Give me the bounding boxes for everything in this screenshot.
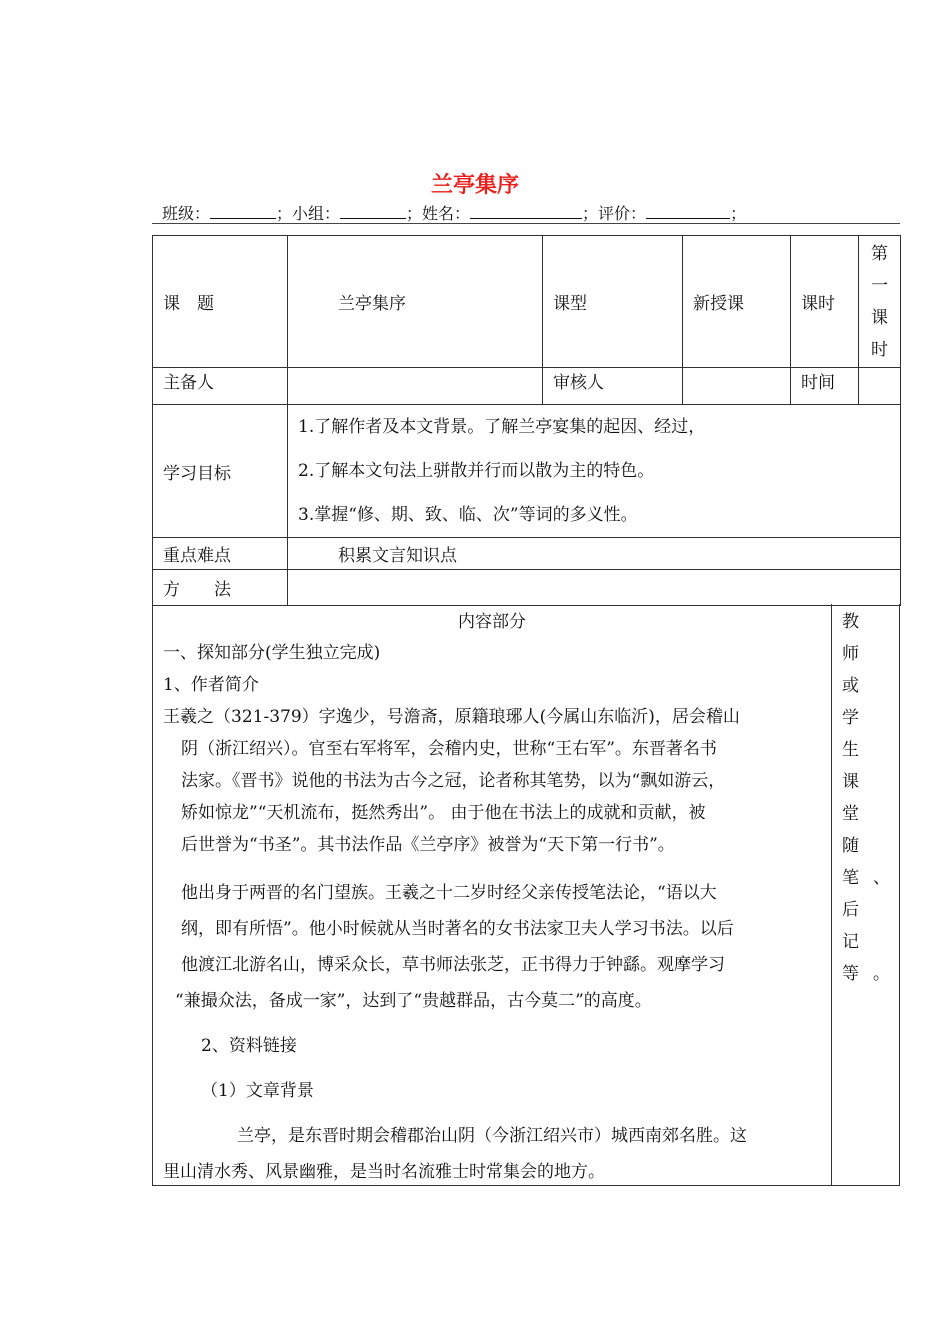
content-section xyxy=(152,604,904,1186)
note-line: 或学 xyxy=(842,676,873,728)
goal-item: 3.掌握“修、期、致、临、次”等词的多义性。 xyxy=(298,505,638,525)
eval-blank xyxy=(646,204,730,219)
difficulty-value: 积累文言知识点 xyxy=(288,538,901,570)
student-info-line xyxy=(152,201,900,224)
note-line: 等。 xyxy=(842,964,904,984)
bio-line: 阴（浙江绍兴）。官至右军将军，会稽内史，世称“王右军”。东晋著名书 xyxy=(181,739,717,759)
topic-value: 兰亭集序 xyxy=(288,236,543,368)
period-label: 课时 xyxy=(791,236,859,368)
type-label: 课型 xyxy=(543,236,683,368)
topic-label: 课 题 xyxy=(153,236,288,368)
group-label: ；小组： xyxy=(276,204,341,223)
teacher-notes-column xyxy=(832,604,904,990)
subheading-background: （1）文章背景 xyxy=(201,1081,314,1101)
goal-item: 2.了解本文句法上骈散并行而以散为主的特色。 xyxy=(298,461,655,481)
goal-item: 1.了解作者及本文背景。了解兰亭宴集的起因、经过， xyxy=(298,417,706,437)
note-line: 后记 xyxy=(842,900,873,952)
subheading-links: 2、资料链接 xyxy=(201,1036,297,1056)
eval-label: ；评价： xyxy=(582,204,647,223)
info-end: ； xyxy=(730,204,747,223)
section-heading: 一、探知部分(学生独立完成) xyxy=(163,643,381,663)
content-main xyxy=(153,604,832,1185)
note-line: 教师 xyxy=(842,612,873,664)
background-line: 里山清水秀、风景幽雅，是当时名流雅士时常集会的地方。 xyxy=(163,1162,605,1182)
period-value-text: 第一课时 xyxy=(871,243,888,360)
author-value[interactable] xyxy=(288,368,543,405)
class-label: 班级： xyxy=(162,204,211,223)
group-blank xyxy=(340,204,406,219)
bio2-line: 他渡江北游名山，博采众长，草书师法张芝，正书得力于钟繇。观摩学习 xyxy=(181,955,725,975)
difficulty-label: 重点难点 xyxy=(153,538,288,570)
document-title: 兰亭集序 xyxy=(430,172,519,198)
bio-line: 王羲之（321-379）字逸少，号澹斋，原籍琅琊人(今属山东临沂)，居会稽山 xyxy=(163,707,740,727)
name-blank xyxy=(470,204,582,219)
bio-line: 矫如惊龙”“天机流布，挺然秀出”。 由于他在书法上的成就和贡献，被 xyxy=(181,803,706,823)
name-label: ；姓名： xyxy=(406,204,471,223)
reviewer-label: 审核人 xyxy=(543,368,683,405)
lesson-info-table xyxy=(152,235,901,606)
note-line: 堂随 xyxy=(842,804,873,856)
type-value: 新授课 xyxy=(683,236,791,368)
background-line: 兰亭，是东晋时期会稽郡治山阴（今浙江绍兴市）城西南郊名胜。这 xyxy=(237,1126,747,1146)
time-value[interactable] xyxy=(859,368,901,405)
content-heading: 内容部分 xyxy=(458,612,526,632)
class-blank xyxy=(210,204,276,219)
bio-line: 法家。《晋书》说他的书法为古今之冠，论者称其笔势，以为“飘如游云， xyxy=(181,771,726,791)
bio2-line: “兼撮众法，备成一家”，达到了“贵越群品，古今莫二”的高度。 xyxy=(175,991,652,1011)
goals-list xyxy=(288,405,901,538)
time-label: 时间 xyxy=(791,368,859,405)
note-line: 生课 xyxy=(842,740,873,792)
goals-label: 学习目标 xyxy=(153,405,288,538)
period-value xyxy=(859,236,901,368)
note-line: 笔、 xyxy=(842,868,904,888)
subheading-author: 1、作者简介 xyxy=(163,675,259,695)
author-label: 主备人 xyxy=(153,368,288,405)
bio-line: 后世誉为“书圣”。其书法作品《兰亭序》被誉为“天下第一行书”。 xyxy=(181,835,675,855)
bio2-line: 纲，即有所悟”。他小时候就从当时著名的女书法家卫夫人学习书法。以后 xyxy=(181,919,734,939)
method-label: 方 法 xyxy=(153,570,288,606)
bio2-line: 他出身于两晋的名门望族。王羲之十二岁时经父亲传授笔法论，“语以大 xyxy=(181,883,717,903)
method-value[interactable] xyxy=(288,570,901,606)
reviewer-value[interactable] xyxy=(683,368,791,405)
